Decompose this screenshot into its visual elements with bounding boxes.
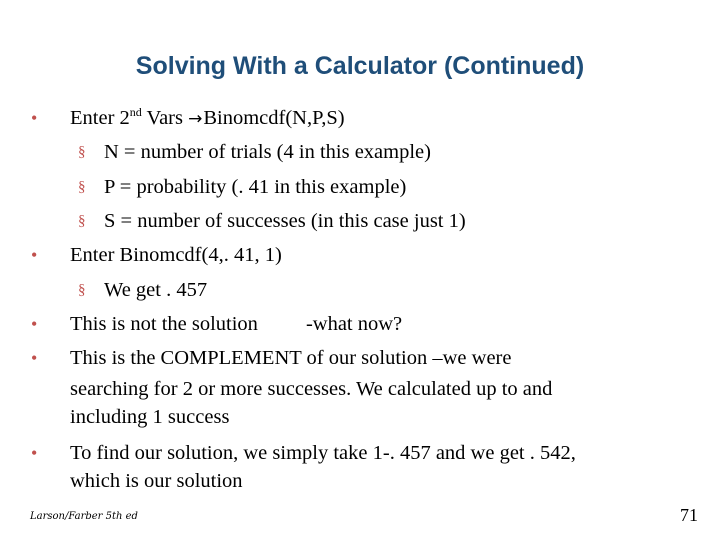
slide-title: Solving With a Calculator (Continued) bbox=[135, 52, 585, 80]
bullet-1-text: Enter 2 bbox=[70, 107, 130, 129]
bullet-3-aside: -what now? bbox=[305, 313, 403, 335]
subbullet-1: N = number of trials (4 in this example) bbox=[104, 141, 431, 163]
bullet-1 bbox=[70, 106, 345, 131]
subbullet-4: We get . 457 bbox=[104, 279, 208, 301]
bullet-4-line-3: including 1 success bbox=[70, 406, 230, 428]
bullet-2: Enter Binomcdf(4,. 41, 1) bbox=[70, 244, 282, 266]
section-sign-icon: § bbox=[78, 213, 86, 229]
arrow-right-icon: → bbox=[188, 109, 203, 129]
section-sign-icon: § bbox=[78, 282, 86, 298]
bullet-4-line-2: searching for 2 or more successes. We calculated up to and bbox=[70, 378, 553, 400]
superscript: nd bbox=[129, 105, 142, 120]
page-number: 71 bbox=[680, 505, 698, 525]
bullet-icon: • bbox=[31, 314, 38, 334]
section-sign-icon: § bbox=[78, 144, 86, 160]
bullet-3 bbox=[70, 312, 402, 336]
bullet-5-line-2: which is our solution bbox=[70, 470, 243, 492]
bullet-1-text-mid: Vars bbox=[141, 107, 189, 129]
footer-source: Larson/Farber 5th ed bbox=[30, 511, 138, 522]
bullet-icon: • bbox=[31, 443, 38, 463]
bullet-icon: • bbox=[31, 348, 38, 368]
bullet-4-line-1: This is the COMPLEMENT of our solution –we were bbox=[70, 347, 512, 369]
bullet-5-line-1: To find our solution, we simply take 1-. 457 and we get . 542, bbox=[70, 442, 576, 464]
bullet-1-text-end: Binomcdf(N,P,S) bbox=[203, 107, 345, 129]
bullet-icon: • bbox=[31, 245, 38, 265]
bullet-icon: • bbox=[31, 108, 38, 128]
subbullet-3: S = number of successes (in this case just 1) bbox=[104, 210, 466, 232]
bullet-3-text: This is not the solution bbox=[70, 313, 258, 335]
subbullet-2: P = probability (. 41 in this example) bbox=[104, 176, 407, 198]
section-sign-icon: § bbox=[78, 179, 86, 195]
